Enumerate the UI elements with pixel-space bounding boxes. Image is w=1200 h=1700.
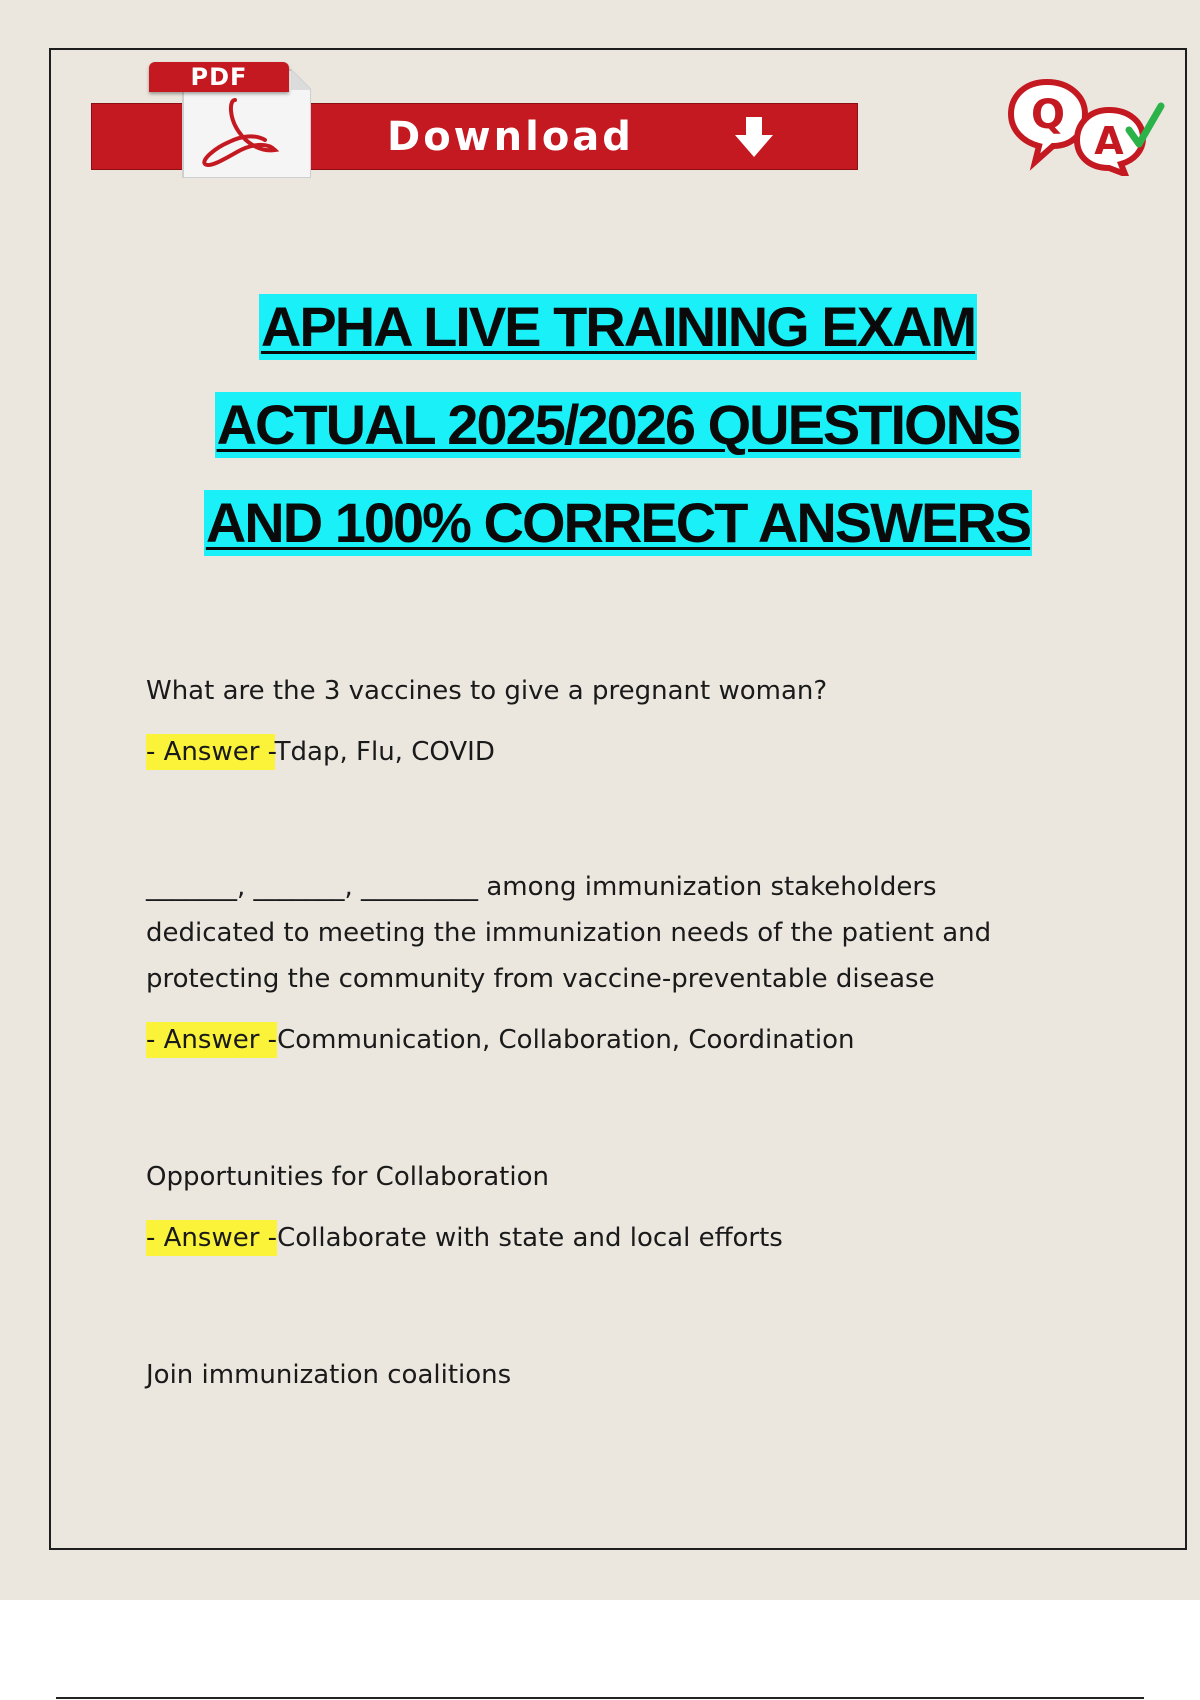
- answer-line: [146, 732, 1046, 772]
- title-line-1: APHA LIVE TRAINING EXAM: [260, 295, 976, 358]
- qa-logo-q: Q: [1030, 92, 1066, 138]
- qa-item: [146, 1154, 1046, 1258]
- extra-text-item: [146, 1352, 1046, 1398]
- download-arrow-icon: [731, 115, 777, 161]
- answer-text: Collaborate with state and local efforts: [277, 1223, 783, 1253]
- answer-line: [146, 1218, 1046, 1258]
- question-text: What are the 3 vaccines to give a pregnant woman?: [146, 676, 828, 706]
- qa-item: [146, 668, 1046, 772]
- download-label: Download: [387, 114, 634, 160]
- title-line-3: AND 100% CORRECT ANSWERS: [205, 491, 1031, 554]
- answer-tag: - Answer -: [146, 1220, 277, 1256]
- title-line-2: ACTUAL 2025/2026 QUESTIONS: [216, 393, 1020, 456]
- pdf-file-icon: [143, 60, 311, 178]
- bottom-divider: [56, 1697, 1144, 1699]
- answer-tag: - Answer -: [146, 734, 275, 770]
- page-frame: [49, 48, 1187, 1550]
- answer-text: Tdap, Flu, COVID: [274, 737, 495, 767]
- qa-item: [146, 864, 1046, 1060]
- document-title: [0, 294, 1200, 588]
- qa-logo-icon: [1005, 76, 1165, 176]
- qa-logo-a: A: [1094, 119, 1124, 163]
- answer-text: Communication, Collaboration, Coordination: [277, 1025, 855, 1055]
- pdf-label: PDF: [149, 62, 289, 92]
- question-text: Opportunities for Collaboration: [146, 1162, 549, 1192]
- question-text: _______, _______, _________ among immunization stakeholders dedicated to meeting the immunization needs of the patient and protecting the community from vaccine-preventable disease: [146, 872, 992, 994]
- extra-text: Join immunization coalitions: [146, 1360, 512, 1390]
- answer-tag: - Answer -: [146, 1022, 277, 1058]
- download-banner[interactable]: [91, 60, 858, 180]
- answer-line: [146, 1020, 1046, 1060]
